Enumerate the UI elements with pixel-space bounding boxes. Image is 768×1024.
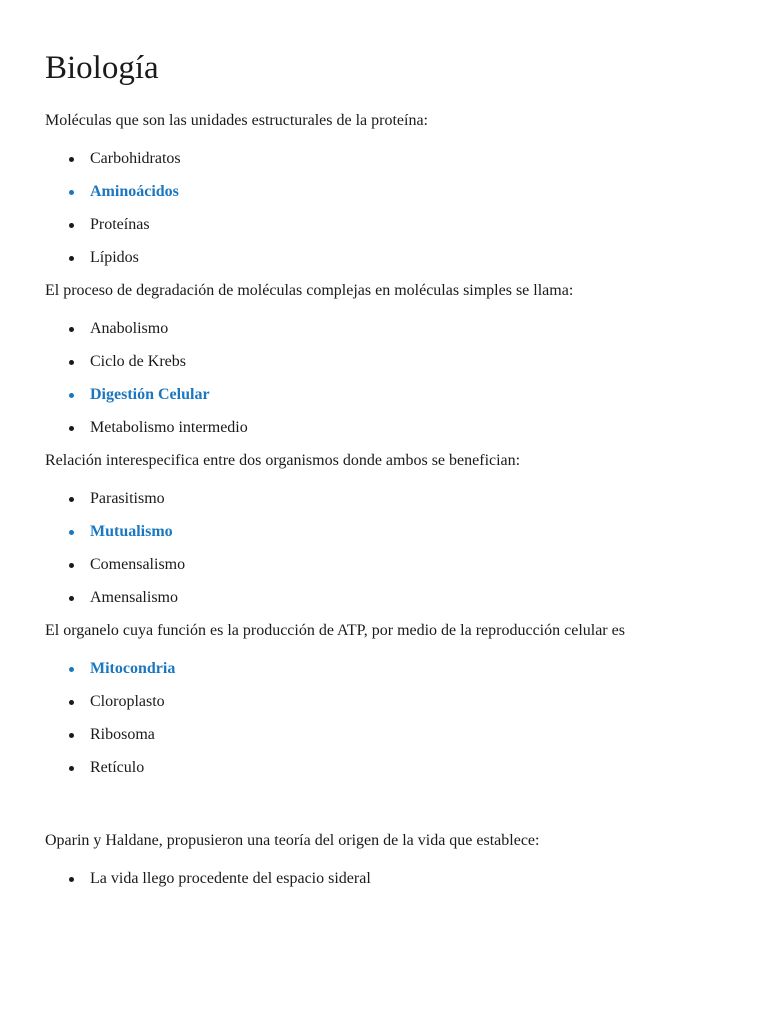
option-label: Retículo	[90, 759, 145, 776]
option-label: Anabolismo	[90, 320, 169, 337]
question-4: El organelo cuya función es la producción de ATP, por medio de la reproducción celular es	[45, 622, 625, 639]
option-label: Cloroplasto	[90, 693, 165, 710]
bullet-icon	[69, 327, 74, 332]
option-amensalismo	[45, 588, 745, 608]
question-2: El proceso de degradación de moléculas complejas en moléculas simples se llama:	[45, 282, 574, 299]
option-label: Comensalismo	[90, 556, 186, 573]
option-label: Parasitismo	[90, 490, 165, 507]
option-reticulo	[45, 758, 745, 778]
bullet-icon	[69, 667, 74, 672]
option-label: Ribosoma	[90, 726, 155, 743]
option-comensalismo	[45, 555, 745, 575]
option-aminoacidos-correct	[45, 182, 745, 202]
document-page	[45, 48, 745, 902]
option-label: Metabolismo intermedio	[90, 419, 248, 436]
option-digestion-celular-correct	[45, 385, 745, 405]
option-label: Carbohidratos	[90, 150, 181, 167]
option-label: Aminoácidos	[90, 183, 179, 200]
page-title: Biología	[45, 50, 159, 86]
bullet-icon	[69, 497, 74, 502]
question-1: Moléculas que son las unidades estructurales de la proteína:	[45, 112, 428, 129]
bullet-icon	[69, 393, 74, 398]
bullet-icon	[69, 256, 74, 261]
options-list-1	[45, 149, 745, 268]
bullet-icon	[69, 426, 74, 431]
option-mitocondria-correct	[45, 659, 745, 679]
options-list-3	[45, 489, 745, 608]
options-list-4	[45, 659, 745, 778]
question-3: Relación interespecifica entre dos organismos donde ambos se benefician:	[45, 452, 521, 469]
question-5: Oparin y Haldane, propusieron una teoría del origen de la vida que establece:	[45, 832, 540, 849]
bullet-icon	[69, 733, 74, 738]
option-label: Ciclo de Krebs	[90, 353, 186, 370]
option-mutualismo-correct	[45, 522, 745, 542]
option-cloroplasto	[45, 692, 745, 712]
bullet-icon	[69, 877, 74, 882]
bullet-icon	[69, 596, 74, 601]
bullet-icon	[69, 700, 74, 705]
option-label: Mitocondria	[90, 660, 176, 677]
option-label: Mutualismo	[90, 523, 173, 540]
option-ciclo-de-krebs	[45, 352, 745, 372]
option-label: Digestión Celular	[90, 386, 210, 403]
option-carbohidratos	[45, 149, 745, 169]
option-metabolismo-intermedio	[45, 418, 745, 438]
option-ribosoma	[45, 725, 745, 745]
option-label: La vida llego procedente del espacio sideral	[90, 870, 371, 887]
bullet-icon	[69, 157, 74, 162]
option-label: Lípidos	[90, 249, 139, 266]
bullet-icon	[69, 190, 74, 195]
bullet-icon	[69, 223, 74, 228]
option-espacio-sideral	[45, 869, 745, 889]
spacer	[45, 791, 745, 831]
option-parasitismo	[45, 489, 745, 509]
option-anabolismo	[45, 319, 745, 339]
options-list-2	[45, 319, 745, 438]
option-proteinas	[45, 215, 745, 235]
option-label: Amensalismo	[90, 589, 178, 606]
bullet-icon	[69, 360, 74, 365]
bullet-icon	[69, 530, 74, 535]
bullet-icon	[69, 563, 74, 568]
option-lipidos	[45, 248, 745, 268]
option-label: Proteínas	[90, 216, 150, 233]
options-list-5	[45, 869, 745, 889]
bullet-icon	[69, 766, 74, 771]
